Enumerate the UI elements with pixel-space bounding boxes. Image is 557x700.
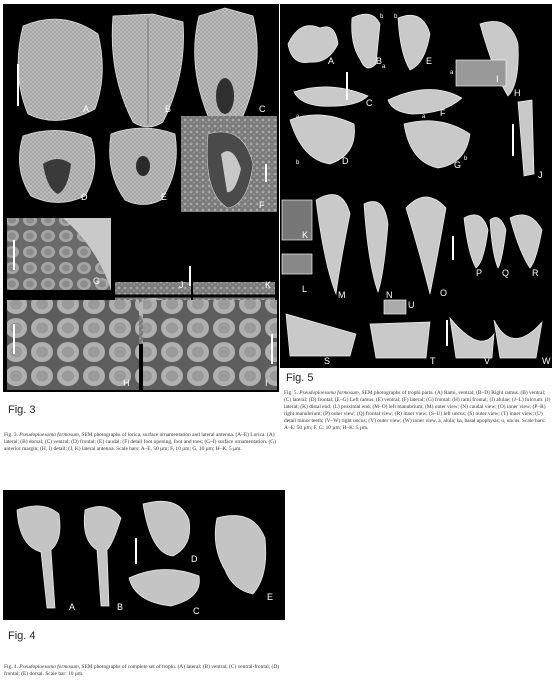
fig3-caption-species: Pseudoploesoma formosum [19, 432, 79, 438]
fig3-panel-label-e: E [161, 192, 168, 202]
fig3-panel-label-c: C [259, 104, 266, 114]
fig4-caption-lead: Fig. 4. [4, 664, 18, 670]
fig5-panel-label-u: U [408, 300, 415, 310]
fig3-panel-label-a: A [83, 104, 90, 114]
fig5-sublabel-b2: b [394, 14, 398, 20]
fig3-scale-bar-f [265, 164, 267, 182]
fig5-panel-label-i: I [496, 74, 499, 84]
fig5-panel-label-a: A [328, 56, 335, 66]
fig5-panel-label-o: O [440, 288, 448, 298]
fig5-sublabel-b3: b [296, 160, 300, 166]
fig4-label: Fig. 4 [8, 630, 36, 642]
fig5-panel-label-v: V [484, 356, 491, 366]
figure5-plate [280, 4, 552, 368]
fig3-caption-body: , SEM photographs of lorica, surface ornamentation and lateral antenna. (A–E) Lorica. (A) lateral; (B) dorsal; (C) ventral; (D) frontal; (E) caudal; (F) detail foot opening, foot and toes; (G–I) surface ornamentation. (G) anterior margin; (H, I) detail; (J, K) lateral antenna. Scale bars: A–E, 50 µm; F, 10 µm; G, 10 µm; H–K, 5 µm. [4, 432, 276, 452]
fig4-panel-label-b: B [117, 602, 124, 612]
fig4-panel-label-a: A [69, 602, 76, 612]
fig3-scale-bar-h [13, 324, 15, 354]
fig4-panel-label-c: C [193, 606, 200, 616]
fig3-panel-label-j: J [179, 280, 184, 290]
fig5-panel-label-d: D [342, 156, 349, 166]
fig3-scale-bar-g [13, 240, 15, 270]
fig5-panel-label-s: S [324, 356, 331, 366]
fig5-panel-label-k: K [302, 230, 309, 240]
fig5-sublabel-a2: a [450, 70, 454, 76]
fig5-panel-label-r: R [532, 268, 539, 278]
fig4-caption-body: , SEM photographs of complete set of trophi. (A) lateral; (B) ventral; (C) ventral-frontal; (D) frontal; (E) dorsal. Scale bar: 10 µm. [4, 664, 280, 677]
fig5-panel-label-m: M [338, 290, 346, 300]
fig5-panel-label-j: J [538, 170, 543, 180]
fig5-sublabel-a1: a [382, 64, 386, 70]
fig5-scale-bar-v [446, 320, 448, 346]
fig5-panel-label-g: G [454, 160, 462, 170]
fig5-panel-label-p: P [476, 268, 483, 278]
fig5-scale-bar-j [512, 124, 514, 156]
fig5-panel-label-f: F [440, 108, 446, 118]
fig3-panel-label-h: H [123, 378, 130, 388]
fig5-scale-bar-a [346, 72, 348, 100]
fig5-label: Fig. 5 [286, 372, 314, 384]
figure3-specimens [3, 4, 279, 392]
fig5-panel-label-b: B [376, 56, 383, 66]
fig5-panel-label-q: Q [502, 268, 510, 278]
fig5-caption-lead: Fig. 5. [284, 390, 298, 396]
fig3-scale-bar-a [17, 64, 19, 106]
fig5-panel-label-e: E [426, 56, 433, 66]
fig3-panel-label-f: F [259, 200, 265, 210]
fig3-scale-bar-j [189, 266, 191, 286]
fig5-panel-label-w: W [542, 356, 551, 366]
fig5-sublabel-a3: a [296, 114, 300, 120]
fig3-caption-lead: Fig. 3. [4, 432, 18, 438]
fig5-panel-label-l: L [302, 284, 308, 294]
fig5-sublabel-a4: a [422, 114, 426, 120]
fig3-panel-label-i: I [265, 378, 268, 388]
fig4-panel-label-e: E [267, 592, 274, 602]
fig3-scale-bar-i [271, 334, 273, 364]
fig3-caption [4, 432, 276, 453]
fig5-caption-body: , SEM photographs of trophi parts. (A) Rami, ventral; (B–D) Right ramus. (B) ventral; (C) lateral; (D) frontal; (E–G) Left ramus. (E) ventral; (F) lateral; (G) frontal; (H) rami frontal; (I) alulae; (J–L) fulcrum. (J) lateral; (K) distal end; (L) proximal end; (M–O) left manubrium; (M) outer view; (N) caudal view; (O) inner view; (P–R) right manubrium; (P) outer view; (Q) frontal view; (R) inner view; (S–U) left uncus; (S) outer view; (T) inner view; (U) detail minor teeth; (V–W) right uncus; (V) outer view; (W) inner view. a, alula; ba, basal apophysis; u, uncus. Scale bars: A–E: 50 µm; F, G: 10 µm; H–K: 5 µm. [284, 390, 551, 431]
fig3-panel-label-g: G [93, 276, 101, 286]
figure4-plate [3, 490, 285, 620]
fig5-scale-bar-o [452, 236, 454, 260]
fig4-caption-species: Pseudoploesoma formosum [19, 664, 79, 670]
figure4-specimens [3, 490, 285, 620]
figure5-specimens [280, 4, 552, 368]
fig5-sublabel-b4: b [464, 156, 468, 162]
fig4-scale-bar [135, 538, 137, 564]
fig5-panel-label-h: H [514, 88, 521, 98]
fig4-panel-label-d: D [191, 554, 198, 564]
fig5-panel-label-t: T [430, 356, 436, 366]
fig3-panel-label-b: B [165, 104, 172, 114]
fig3-label: Fig. 3 [8, 404, 36, 416]
fig5-caption-species: Pseudoploesoma formosum [299, 390, 359, 396]
figure3-plate [3, 4, 279, 392]
fig5-panel-label-c: C [366, 98, 373, 108]
fig5-caption [284, 390, 552, 432]
fig5-panel-label-n: N [386, 290, 393, 300]
fig3-panel-label-k: K [265, 280, 272, 290]
fig5-sublabel-b1: b [380, 14, 384, 20]
fig4-caption [4, 664, 284, 678]
fig3-panel-label-d: D [81, 192, 88, 202]
